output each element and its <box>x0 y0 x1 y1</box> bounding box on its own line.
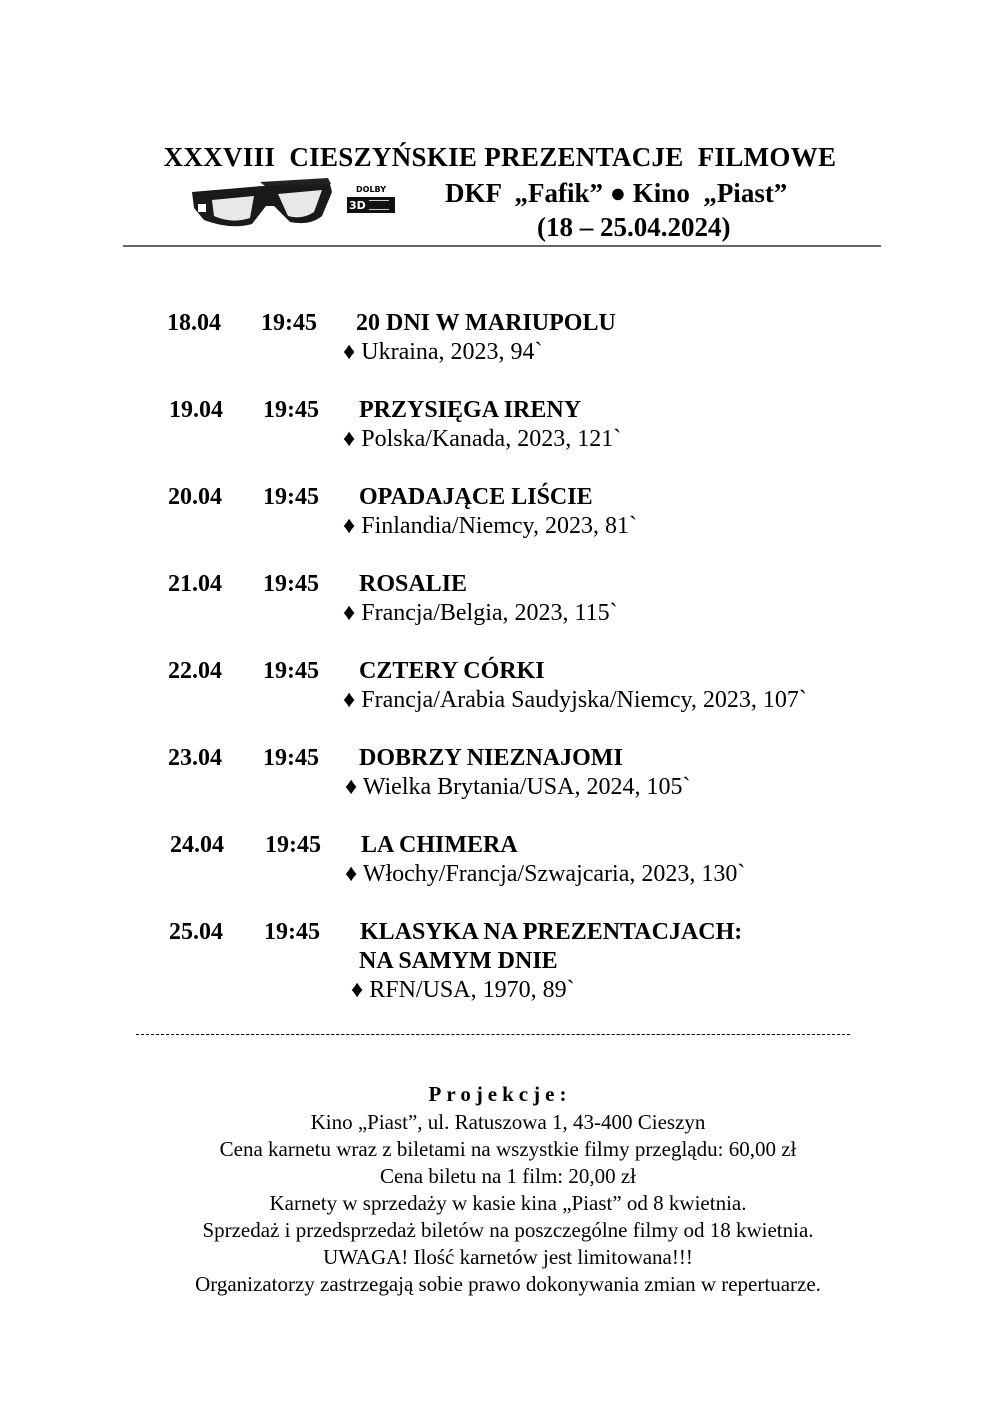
screening-date: 19.04 <box>169 397 223 423</box>
film-title: LA CHIMERA <box>361 832 518 858</box>
3d-glasses-icon <box>190 178 335 230</box>
page-title: XXXVIII CIESZYŃSKIE PREZENTACJE FILMOWE <box>163 142 837 172</box>
page-subtitle: DKF „Fafik” ● Kino „Piast” <box>445 178 788 208</box>
projection-info-line: Organizatorzy zastrzegają sobie prawo dokonywania zmian w repertuarze. <box>195 1272 821 1296</box>
film-info: ♦ Francja/Arabia Saudyjska/Niemcy, 2023, 107` <box>343 687 807 713</box>
screening-time: 19:45 <box>263 397 319 423</box>
header-divider <box>123 245 881 247</box>
projection-info-line: Cena biletu na 1 film: 20,00 zł <box>379 1164 637 1188</box>
screening-date: 18.04 <box>167 310 221 336</box>
film-title: CZTERY CÓRKI <box>359 658 545 684</box>
screening-date: 25.04 <box>169 919 223 945</box>
projection-info-line: Karnety w sprzedaży w kasie kina „Piast” od 8 kwietnia. <box>269 1191 747 1215</box>
festival-dates: (18 – 25.04.2024) <box>537 212 731 242</box>
screening-time: 19:45 <box>263 658 319 684</box>
projection-info-line: Kino „Piast”, ul. Ratuszowa 1, 43-400 Cieszyn <box>310 1110 706 1134</box>
film-info: ♦ Finlandia/Niemcy, 2023, 81` <box>343 513 637 539</box>
screening-time: 19:45 <box>263 571 319 597</box>
screening-date: 23.04 <box>168 745 222 771</box>
film-title: KLASYKA NA PREZENTACJACH: <box>360 919 743 945</box>
dolby-3d-badge: 3D <box>349 198 366 212</box>
film-title: OPADAJĄCE LIŚCIE <box>359 484 593 510</box>
projections-heading: Projekcje: <box>428 1082 572 1106</box>
dashed-separator <box>136 1034 850 1035</box>
screening-time: 19:45 <box>263 745 319 771</box>
dolby-wordmark: DOLBY <box>356 185 386 194</box>
dolby-3d-logo <box>347 185 395 225</box>
screening-date: 21.04 <box>168 571 222 597</box>
screening-date: 24.04 <box>170 832 224 858</box>
projection-info-line: UWAGA! Ilość karnetów jest limitowana!!! <box>323 1245 693 1269</box>
screening-time: 19:45 <box>264 919 320 945</box>
projection-info-line: Cena karnetu wraz z biletami na wszystkie filmy przeglądu: 60,00 zł <box>219 1137 797 1161</box>
film-info: ♦ Polska/Kanada, 2023, 121` <box>343 426 622 452</box>
film-title: DOBRZY NIEZNAJOMI <box>359 745 623 771</box>
screening-time: 19:45 <box>265 832 321 858</box>
film-info: ♦ Francja/Belgia, 2023, 115` <box>343 600 618 626</box>
screening-time: 19:45 <box>261 310 317 336</box>
film-title: PRZYSIĘGA IRENY <box>359 397 582 423</box>
film-info: ♦ Wielka Brytania/USA, 2024, 105` <box>345 774 691 800</box>
film-info: ♦ RFN/USA, 1970, 89` <box>351 977 575 1003</box>
projection-info-line: Sprzedaż i przedsprzedaż biletów na poszczególne filmy od 18 kwietnia. <box>202 1218 814 1242</box>
film-info: ♦ Włochy/Francja/Szwajcaria, 2023, 130` <box>345 861 746 887</box>
screening-time: 19:45 <box>263 484 319 510</box>
film-title: ROSALIE <box>359 571 468 597</box>
film-title-line2: NA SAMYM DNIE <box>359 948 558 974</box>
film-title: 20 DNI W MARIUPOLU <box>356 310 616 336</box>
screening-date: 22.04 <box>168 658 222 684</box>
screening-date: 20.04 <box>168 484 222 510</box>
film-info: ♦ Ukraina, 2023, 94` <box>343 339 543 365</box>
